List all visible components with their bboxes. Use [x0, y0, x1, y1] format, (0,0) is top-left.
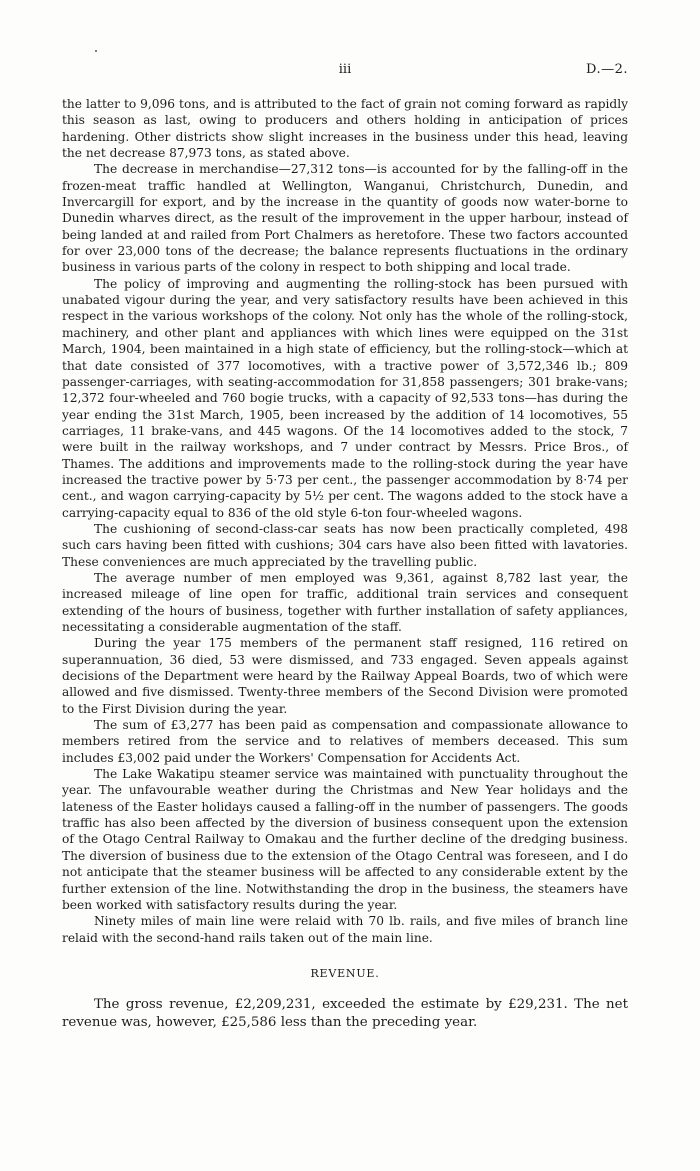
paragraph-revenue: The gross revenue, £2,209,231, exceeded the estimate by £29,231. The net revenue was, however, £25,586 less than the preceding year. — [62, 997, 628, 1030]
page-number: iii — [338, 62, 352, 77]
document-body — [62, 96, 628, 1031]
paragraph-staff-changes: During the year 175 members of the permanent staff resigned, 116 retired on superannuation, 36 died, 53 were dismissed, and 733 engaged. Seven appeals against decisions of the Department were heard by the Railway Appeal Boards, two of which were allowed and five dismissed. Twenty-three members of the Second Division were promoted to the First Division during the year. — [62, 636, 628, 716]
paragraph-lake-wakatipu: The Lake Wakatipu steamer service was maintained with punctuality throughout the year. The unfavourable weather during the Christmas and New Year holidays and the lateness of the Easter holidays caused a falling-off in the number of passengers. The goods traffic has also been affected by the diversion of business consequent upon the extension of the Otago Central Railway to Omakau and the further decline of the dredging business. The diversion of business due to the extension of the Otago Central was foreseen, and I do not anticipate that the steamer business will be affected to any considerable extent by the further extension of the line. Notwithstanding the drop in the business, the steamers have been worked with satisfactory results during the year. — [62, 767, 628, 912]
paragraph-merchandise-decrease: The decrease in merchandise—27,312 tons—is accounted for by the falling-off in the frozen-meat traffic handled at Wellington, Wanganui, Christchurch, Dunedin, and Invercargill for export, and by the increase in the quantity of goods now water-borne to Dunedin wharves direct, as the result of the improvement in the upper harbour, instead of being landed at and railed from Port Chalmers as heretofore. These two factors accounted for over 23,000 tons of the decrease; the balance represents fluctuations in the ordinary business in various parts of the colony in respect to both shipping and local trade. — [62, 162, 628, 275]
paragraph-cushioning: The cushioning of second-class-car seats has now been practically completed, 498 such cars having been fitted with cushions; 304 cars have also been fitted with lavatories. These conveniences are much appreciated by the travelling public. — [62, 521, 628, 569]
stray-ink-mark — [95, 50, 97, 52]
paragraph-rolling-stock: The policy of improving and augmenting the rolling-stock has been pursued with unabated vigour during the year, and very satisfactory results have been achieved in this respect in the various workshops of the colony. Not only has the whole of the rolling-stock, machinery, and other plant and appliances with which lines were equipped on the 31st March, 1904, been maintained in a high state of efficiency, but the rolling-stock—which at that date consisted of 377 locomotives, with a tractive power of 3,572,346 lb.; 809 passenger-carriages, with seating-accommodation for 31,858 passengers; 301 brake-vans; 12,372 four-wheeled and 760 bogie trucks, with a capacity of 92,533 tons—has during the year ending the 31st March, 1905, been increased by the addition of 14 locomotives, 55 carriages, 11 brake-vans, and 445 wagons. Of the 14 locomotives added to the stock, 7 were built in the railway workshops, and 7 under contract by Messrs. Price Bros., of Thames. The additions and improvements made to the rolling-stock during the year have increased the tractive power by 5·73 per cent., the passenger accommodation by 8·74 per cent., and wagon carrying-capacity by 5½ per cent. The wagons added to the stock have a carrying-capacity equal to 836 of the old style 6-ton four-wheeled wagons. — [62, 276, 628, 520]
paragraph-grain-continuation: the latter to 9,096 tons, and is attributed to the fact of grain not coming forward as rapidly this season as last, owing to producers and others holding in anticipation of prices hardening. Other districts show slight increases in the business under this head, leaving the net decrease 87,973 tons, as stated above. — [62, 97, 628, 161]
section-heading-revenue: REVENUE. — [310, 966, 380, 980]
revenue-section — [62, 996, 628, 1031]
page-header — [62, 62, 628, 84]
paragraph-compensation: The sum of £3,277 has been paid as compensation and compassionate allowance to members retired from the service and to relatives of members deceased. This sum includes £3,002 paid under the Workers' Compensation for Accidents Act. — [62, 718, 628, 765]
document-reference: D.—2. — [586, 62, 628, 77]
paragraph-staff-numbers: The average number of men employed was 9,361, against 8,782 last year, the increased mileage of line open for traffic, additional train services and consequent extending of the hours of business, together with further installation of safety appliances, necessitating a considerable augmentation of the staff. — [62, 570, 628, 634]
paragraph-relaying: Ninety miles of main line were relaid with 70 lb. rails, and five miles of branch line relaid with the second-hand rails taken out of the main line. — [62, 914, 628, 945]
